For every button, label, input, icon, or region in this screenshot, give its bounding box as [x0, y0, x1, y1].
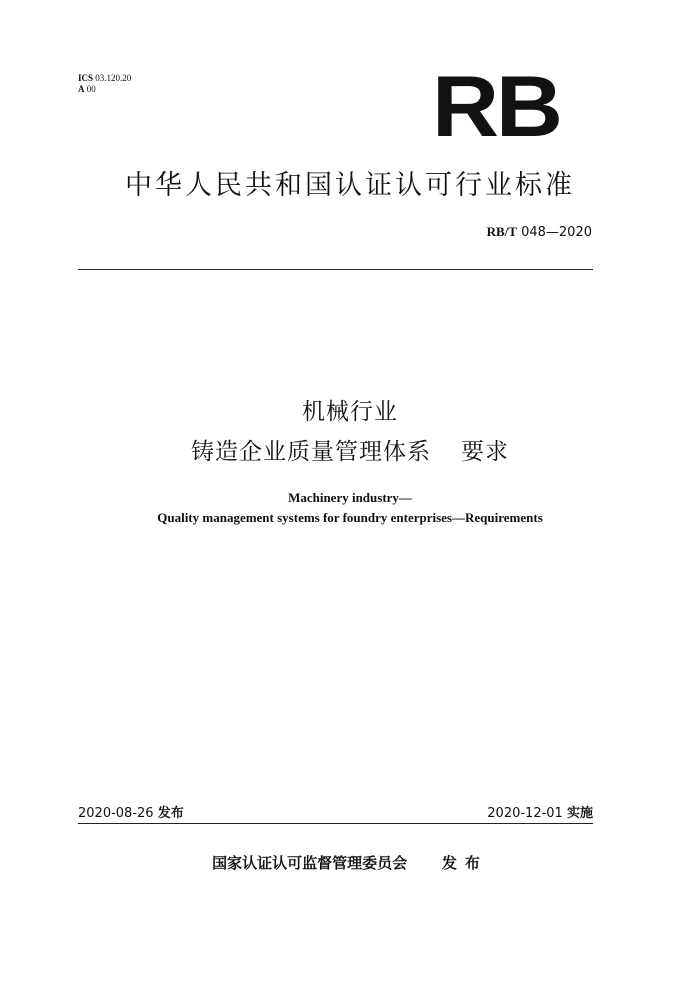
issue-verb: 发布: [157, 806, 184, 821]
chinese-title-line1: 机械行业: [302, 399, 398, 425]
implementation-date: [487, 802, 593, 821]
publish-label: 发布: [441, 854, 488, 872]
top-divider: [78, 269, 593, 270]
standard-prefix: RB/T: [486, 224, 517, 239]
chinese-title-suffix: 要求: [461, 439, 509, 465]
implementation-verb: 实施: [566, 806, 593, 821]
english-title-line1: Machinery industry—: [288, 490, 412, 505]
bottom-divider: [78, 823, 593, 824]
rb-logo: RB: [432, 59, 560, 155]
chinese-title-main: 铸造企业质量管理体系: [191, 439, 431, 465]
english-title-line2: Quality management systems for foundry enterprises—Requirements: [157, 510, 543, 525]
standard-category-title: 中华人民共和国认证认可行业标准: [125, 170, 575, 201]
ics-code: [78, 73, 131, 84]
standard-number-value: 048—2020: [521, 225, 592, 240]
category-value: 00: [86, 84, 96, 94]
category-code: [78, 84, 96, 95]
implementation-date-value: 2020-12-01: [487, 806, 563, 821]
ics-label: ICS: [78, 73, 94, 83]
chinese-title-line2: [0, 433, 700, 466]
issuing-body: [0, 852, 700, 873]
category-label: A: [78, 84, 85, 94]
issue-date: [78, 802, 184, 821]
issuing-organization: 国家认证认可监督管理委员会: [212, 854, 408, 872]
ics-value: 03.120.20: [95, 73, 132, 83]
issue-date-value: 2020-08-26: [78, 806, 154, 821]
standard-number: [487, 224, 592, 240]
